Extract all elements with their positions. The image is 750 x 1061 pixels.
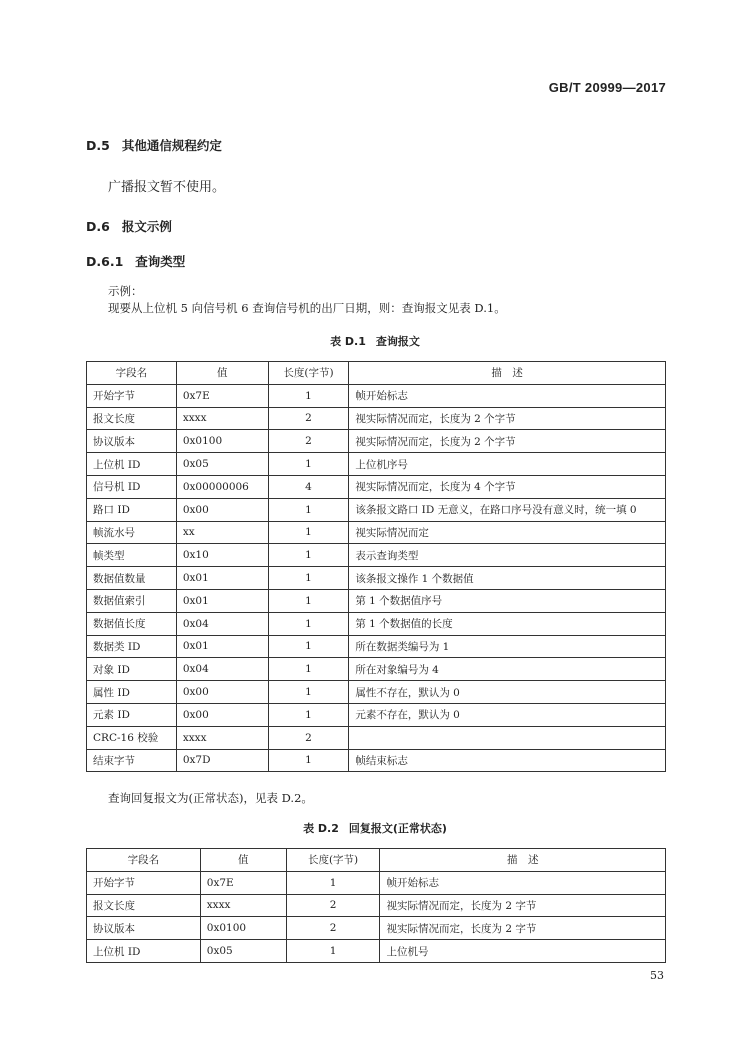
header-cell: 值 (176, 362, 268, 385)
description-cell: 上位机号 (380, 940, 666, 963)
length-cell: 1 (268, 635, 349, 658)
value-cell: 0x01 (176, 567, 268, 590)
length-cell: 2 (268, 430, 349, 453)
field-name-cell: 报文长度 (87, 407, 177, 430)
field-name-cell: 协议版本 (87, 917, 201, 940)
table-row (87, 521, 666, 544)
example-text: 现要从上位机 5 向信号机 6 查询信号机的出厂日期，则：查询报文见表 D.1。 (108, 301, 506, 315)
section-d6-heading (86, 217, 172, 235)
header-cell: 字段名 (87, 849, 201, 872)
page-number: 53 (650, 969, 664, 982)
value-cell: 0x04 (176, 658, 268, 681)
section-d5-text: 广播报文暂不使用。 (108, 180, 226, 195)
section-d5-heading (86, 136, 222, 154)
section-number: D.6.1 (86, 254, 124, 269)
table-row (87, 871, 666, 894)
field-name-cell: 开始字节 (87, 384, 177, 407)
header-cell: 描 述 (380, 849, 666, 872)
table-row (87, 681, 666, 704)
table-title: 回复报文(正常状态) (348, 822, 447, 835)
description-cell: 视实际情况而定，长度为 2 字节 (380, 894, 666, 917)
length-cell: 2 (286, 894, 380, 917)
field-name-cell: CRC-16 校验 (87, 726, 177, 749)
description-cell: 该条报文操作 1 个数据值 (349, 567, 666, 590)
table-number: 表 D.2 (303, 822, 339, 835)
section-title: 其他通信规程约定 (121, 138, 222, 153)
description-cell: 视实际情况而定 (349, 521, 666, 544)
description-cell: 第 1 个数据值的长度 (349, 612, 666, 635)
value-cell: 0x00 (176, 703, 268, 726)
example-label: 示例： (108, 284, 143, 298)
table-row (87, 917, 666, 940)
description-cell: 视实际情况而定，长度为 2 个字节 (349, 430, 666, 453)
reply-text: 查询回复报文为(正常状态)，见表 D.2。 (108, 791, 313, 805)
description-cell: 第 1 个数据值序号 (349, 589, 666, 612)
value-cell: 0x01 (176, 635, 268, 658)
length-cell: 1 (268, 612, 349, 635)
value-cell: 0x04 (176, 612, 268, 635)
field-name-cell: 元素 ID (87, 703, 177, 726)
length-cell: 2 (268, 726, 349, 749)
table-header-row (87, 362, 666, 385)
field-name-cell: 上位机 ID (87, 940, 201, 963)
description-cell: 元素不存在，默认为 0 (349, 703, 666, 726)
length-cell: 1 (268, 544, 349, 567)
value-cell: 0x10 (176, 544, 268, 567)
description-cell: 表示查询类型 (349, 544, 666, 567)
table-row (87, 498, 666, 521)
value-cell: xx (176, 521, 268, 544)
value-cell: 0x01 (176, 589, 268, 612)
value-cell: 0x7E (200, 871, 286, 894)
value-cell: 0x0100 (176, 430, 268, 453)
reply-message-table (86, 848, 666, 963)
table-row (87, 430, 666, 453)
field-name-cell: 上位机 ID (87, 453, 177, 476)
section-number: D.5 (86, 138, 110, 153)
field-name-cell: 对象 ID (87, 658, 177, 681)
section-title: 查询类型 (135, 254, 186, 269)
value-cell: 0x05 (176, 453, 268, 476)
table-header-row (87, 849, 666, 872)
table-row (87, 940, 666, 963)
length-cell: 1 (286, 871, 380, 894)
description-cell: 帧结束标志 (349, 749, 666, 772)
length-cell: 1 (268, 384, 349, 407)
table-row (87, 703, 666, 726)
value-cell: 0x05 (200, 940, 286, 963)
table-row (87, 635, 666, 658)
description-cell: 属性不存在，默认为 0 (349, 681, 666, 704)
length-cell: 1 (268, 703, 349, 726)
table-row (87, 589, 666, 612)
value-cell: xxxx (176, 726, 268, 749)
field-name-cell: 路口 ID (87, 498, 177, 521)
description-cell: 视实际情况而定，长度为 4 个字节 (349, 475, 666, 498)
table-row (87, 567, 666, 590)
field-name-cell: 帧流水号 (87, 521, 177, 544)
table1-caption (0, 333, 750, 349)
length-cell: 1 (268, 567, 349, 590)
standard-code: GB/T 20999—2017 (548, 80, 666, 95)
field-name-cell: 帧类型 (87, 544, 177, 567)
value-cell: 0x00 (176, 681, 268, 704)
table-row (87, 726, 666, 749)
header-cell: 长度(字节) (286, 849, 380, 872)
length-cell: 1 (268, 498, 349, 521)
length-cell: 1 (268, 749, 349, 772)
table-row (87, 475, 666, 498)
header-cell: 值 (200, 849, 286, 872)
table-row (87, 749, 666, 772)
field-name-cell: 结束字节 (87, 749, 177, 772)
length-cell: 1 (268, 681, 349, 704)
value-cell: 0x00 (176, 498, 268, 521)
value-cell: 0x0100 (200, 917, 286, 940)
description-cell: 视实际情况而定，长度为 2 字节 (380, 917, 666, 940)
header-cell: 长度(字节) (268, 362, 349, 385)
length-cell: 4 (268, 475, 349, 498)
length-cell: 2 (286, 917, 380, 940)
table-row (87, 453, 666, 476)
value-cell: 0x00000006 (176, 475, 268, 498)
field-name-cell: 数据值数量 (87, 567, 177, 590)
description-cell: 帧开始标志 (380, 871, 666, 894)
description-cell (349, 726, 666, 749)
section-number: D.6 (86, 219, 110, 234)
description-cell: 所在数据类编号为 1 (349, 635, 666, 658)
field-name-cell: 数据值索引 (87, 589, 177, 612)
length-cell: 1 (268, 453, 349, 476)
length-cell: 1 (268, 521, 349, 544)
section-title: 报文示例 (121, 219, 172, 234)
field-name-cell: 协议版本 (87, 430, 177, 453)
table-row (87, 612, 666, 635)
length-cell: 2 (268, 407, 349, 430)
table2-caption (0, 820, 750, 836)
value-cell: 0x7E (176, 384, 268, 407)
field-name-cell: 属性 ID (87, 681, 177, 704)
header-cell: 描 述 (349, 362, 666, 385)
description-cell: 该条报文路口 ID 无意义，在路口序号没有意义时，统一填 0 (349, 498, 666, 521)
field-name-cell: 报文长度 (87, 894, 201, 917)
field-name-cell: 数据值长度 (87, 612, 177, 635)
description-cell: 帧开始标志 (349, 384, 666, 407)
table-row (87, 658, 666, 681)
table-title: 查询报文 (375, 335, 420, 348)
query-message-table (86, 361, 666, 772)
table-number: 表 D.1 (330, 335, 366, 348)
description-cell: 上位机序号 (349, 453, 666, 476)
field-name-cell: 数据类 ID (87, 635, 177, 658)
section-d61-heading (86, 252, 185, 270)
table-row (87, 407, 666, 430)
description-cell: 视实际情况而定，长度为 2 个字节 (349, 407, 666, 430)
value-cell: 0x7D (176, 749, 268, 772)
length-cell: 1 (268, 589, 349, 612)
table-row (87, 384, 666, 407)
value-cell: xxxx (200, 894, 286, 917)
table-row (87, 894, 666, 917)
header-cell: 字段名 (87, 362, 177, 385)
field-name-cell: 信号机 ID (87, 475, 177, 498)
table-row (87, 544, 666, 567)
description-cell: 所在对象编号为 4 (349, 658, 666, 681)
length-cell: 1 (268, 658, 349, 681)
length-cell: 1 (286, 940, 380, 963)
value-cell: xxxx (176, 407, 268, 430)
field-name-cell: 开始字节 (87, 871, 201, 894)
